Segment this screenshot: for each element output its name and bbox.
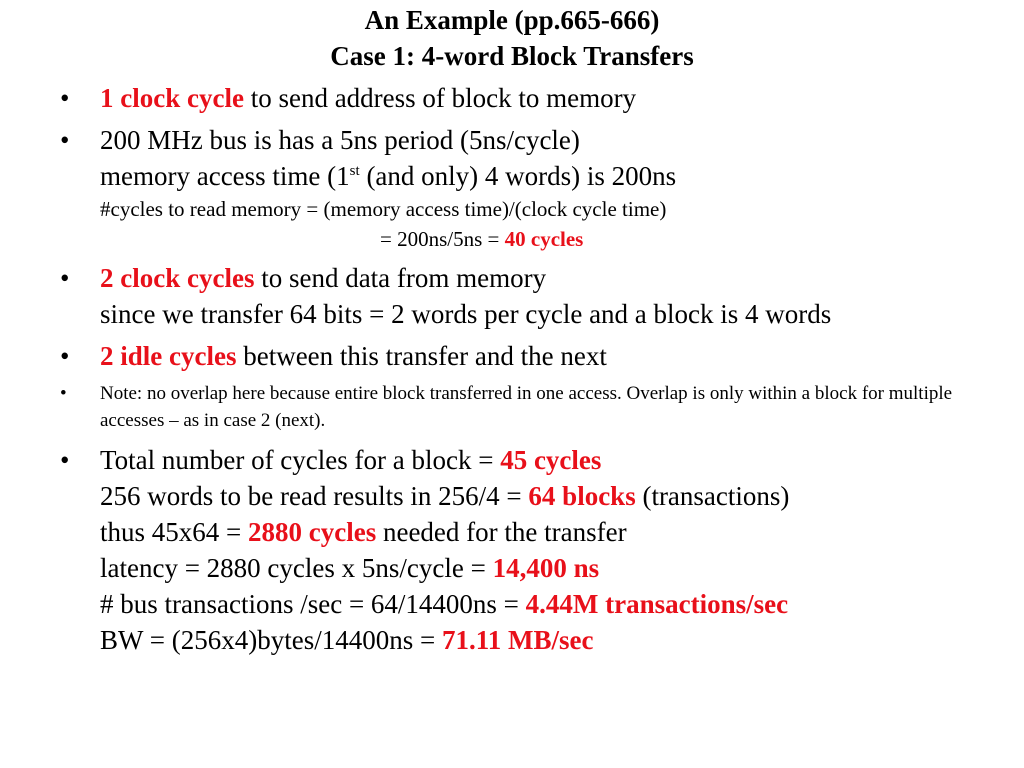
text-part: 256 words to be read results in 256/4 = xyxy=(100,481,529,511)
title-line-1: An Example (pp.665-666) xyxy=(364,5,660,35)
text-part: latency = 2880 cycles x 5ns/cycle = xyxy=(100,553,493,583)
text-part: BW = (256x4)bytes/14400ns = xyxy=(100,625,442,655)
bullet-list xyxy=(56,80,996,664)
bullet-line xyxy=(100,260,996,296)
bullet-line xyxy=(100,224,996,254)
bullet-note xyxy=(56,380,996,434)
text-part: (transactions) xyxy=(635,481,790,511)
title-line-2: Case 1: 4-word Block Transfers xyxy=(330,41,694,71)
text-part: (and only) 4 words) is 200ns xyxy=(359,161,677,191)
bullet-line xyxy=(100,158,996,194)
text-part: needed for the transfer xyxy=(376,517,627,547)
text-part: Total number of cycles for a block = xyxy=(100,445,501,475)
highlight-text: 71.11 MB/sec xyxy=(441,625,594,655)
text-part: between this transfer and the next xyxy=(236,341,607,371)
bullet-line xyxy=(100,586,996,622)
bullet-line xyxy=(100,442,996,478)
bullet-line: since we transfer 64 bits = 2 words per cycle and a block is 4 words xyxy=(100,299,832,329)
text-part: # bus transactions /sec = 64/14400ns = xyxy=(100,589,526,619)
bullet-line: #cycles to read memory = (memory access time)/(clock cycle time) xyxy=(100,197,667,221)
highlight-text: 64 blocks xyxy=(528,481,636,511)
text-part: memory access time (1 xyxy=(100,161,350,191)
bullet-line xyxy=(100,478,996,514)
bullet-line xyxy=(100,550,996,586)
bullet-memory-access xyxy=(56,122,996,254)
highlight-text: 1 clock cycle xyxy=(100,83,244,113)
slide-title xyxy=(0,2,1024,74)
highlight-text: 14,400 ns xyxy=(492,553,600,583)
text-part: = 200ns/5ns = xyxy=(380,227,505,251)
highlight-text: 2880 cycles xyxy=(248,517,377,547)
bullet-text: to send address of block to memory xyxy=(243,83,637,113)
bullet-address-cycle xyxy=(56,80,996,116)
highlight-text: 2 idle cycles xyxy=(100,341,237,371)
superscript: st xyxy=(349,163,360,179)
bullet-data-transfer xyxy=(56,260,996,332)
bullet-line xyxy=(100,514,996,550)
highlight-text: 4.44M transactions/sec xyxy=(525,589,789,619)
highlight-text: 40 cycles xyxy=(504,227,584,251)
bullet-line: • 200 MHz bus is has a 5ns period (5ns/cycle) xyxy=(100,125,580,155)
bullet-line xyxy=(100,622,996,658)
bullet-idle-cycles xyxy=(56,338,996,374)
highlight-text: 2 clock cycles xyxy=(100,263,255,293)
highlight-text: 45 cycles xyxy=(500,445,602,475)
text-part: to send data from memory xyxy=(254,263,547,293)
bullet-total-cycles xyxy=(56,442,996,658)
text-part: thus 45x64 = xyxy=(100,517,248,547)
note-text: Note: no overlap here because entire block transferred in one access. Overlap is only within a block for multiple accesses – as in case 2 (next). xyxy=(100,383,953,431)
